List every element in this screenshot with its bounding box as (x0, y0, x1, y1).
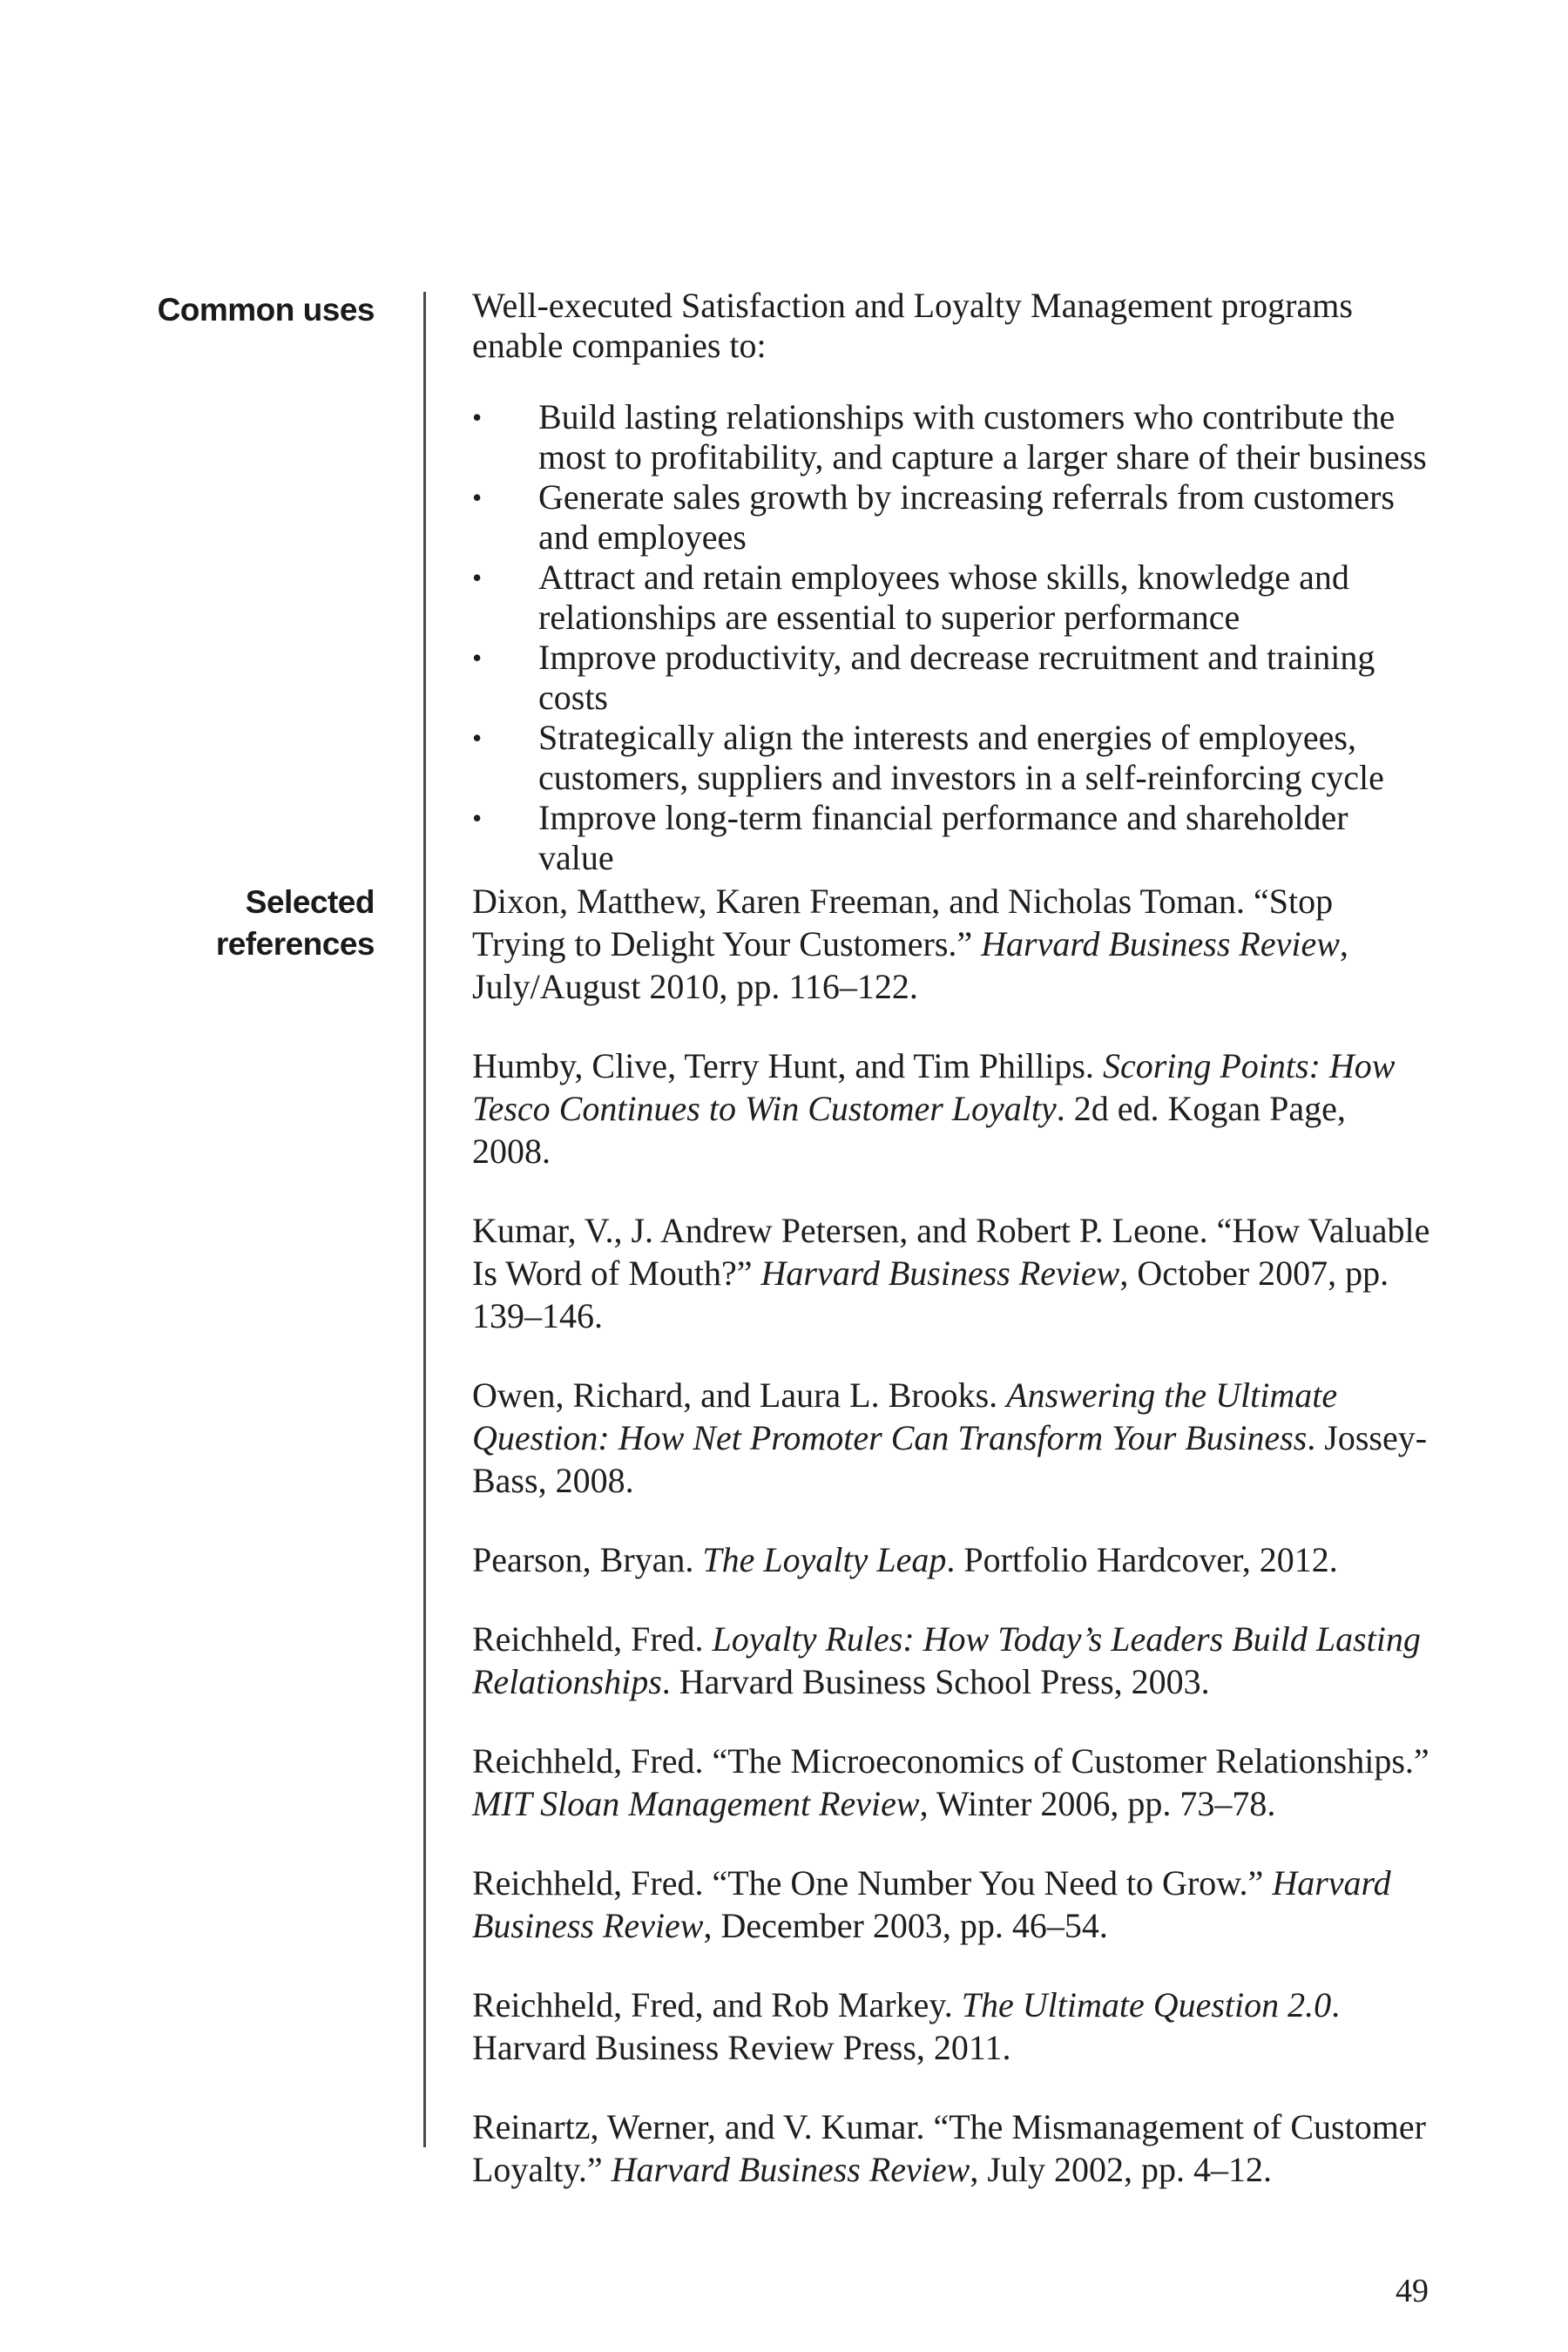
reference-entry (472, 1374, 1430, 1502)
reference-title: Answering the Ultimate Question: How Net Promoter Can Transform Your Business (472, 1375, 1338, 1457)
selected-references-label-line1: Selected (245, 884, 375, 920)
reference-title: The Ultimate Question 2.0 (961, 1985, 1332, 2024)
list-item (472, 558, 1430, 638)
reference-text: , December 2003, pp. 46–54. (703, 1906, 1108, 1945)
reference-entry (472, 1618, 1430, 1703)
bullet-icon: • (472, 802, 483, 834)
reference-entry (472, 1862, 1430, 1947)
list-item-text: Build lasting relationships with customers who contribute the most to profitability, and capture a larger share of their business (538, 397, 1427, 476)
reference-text: , July/August 2010, pp. 116–122. (472, 924, 1348, 1006)
bullet-icon: • (472, 722, 483, 754)
reference-text: . 2d ed. Kogan Page, 2008. (472, 1089, 1346, 1171)
reference-entry (472, 1740, 1430, 1825)
reference-text: , October 2007, pp. 139–146. (472, 1254, 1389, 1335)
reference-text: Reichheld, Fred. (472, 1619, 713, 1659)
common-uses-label: Common uses (157, 292, 375, 328)
list-item (472, 718, 1430, 798)
reference-text: Reichheld, Fred. “The One Number You Need to Grow.” (472, 1863, 1273, 1903)
list-item-text: Strategically align the interests and energies of employees, customers, suppliers and investors in a self-reinforcing cycle (538, 718, 1384, 797)
reference-text: Dixon, Matthew, Karen Freeman, and Nicholas Toman. “Stop Trying to Delight Your Customers.” (472, 882, 1334, 963)
reference-text: . Harvard Business Review Press, 2011. (472, 1985, 1341, 2067)
common-uses-section (472, 286, 1430, 878)
page-number: 49 (1396, 2273, 1429, 2309)
reference-title: MIT Sloan Management Review (472, 1784, 920, 1823)
reference-title: Harvard Business Review (981, 924, 1340, 963)
reference-text: , July 2002, pp. 4–12. (970, 2150, 1273, 2189)
reference-text: Reichheld, Fred, and Rob Markey. (472, 1985, 962, 2024)
reference-entry (472, 1044, 1430, 1173)
reference-title: Harvard Business Review (472, 1863, 1391, 1945)
common-uses-intro: Well-executed Satisfaction and Loyalty Management programs enable companies to: (472, 286, 1353, 365)
references-section (472, 880, 1430, 2227)
selected-references-label (216, 882, 375, 965)
reference-text: . Harvard Business School Press, 2003. (661, 1662, 1210, 1701)
reference-text: Owen, Richard, and Laura L. Brooks. (472, 1375, 1007, 1415)
reference-title: Harvard Business Review (760, 1254, 1120, 1293)
reference-title: Scoring Points: How Tesco Continues to Win Customer Loyalty (472, 1046, 1396, 1128)
reference-title: Harvard Business Review (611, 2150, 970, 2189)
reference-entry (472, 2105, 1430, 2191)
list-item (472, 397, 1430, 477)
reference-title: Loyalty Rules: How Today’s Leaders Build Lasting Relationships (472, 1619, 1421, 1701)
reference-entry (472, 880, 1430, 1008)
list-item-text: Attract and retain employees whose skills, knowledge and relationships are essential to superior performance (538, 558, 1349, 637)
list-item (472, 638, 1430, 718)
list-item (472, 477, 1430, 558)
reference-text: Reichheld, Fred. “The Microeconomics of Customer Relationships.” (472, 1741, 1429, 1781)
reference-text: , Winter 2006, pp. 73–78. (919, 1784, 1276, 1823)
reference-text: . Portfolio Hardcover, 2012. (946, 1540, 1338, 1579)
reference-entry (472, 1538, 1430, 1581)
bullet-icon: • (472, 642, 483, 673)
reference-entry (472, 1209, 1430, 1337)
selected-references-label-line2: references (215, 926, 375, 962)
reference-text: Pearson, Bryan. (472, 1540, 703, 1579)
reference-text: Reinartz, Werner, and V. Kumar. “The Mismanagement of Customer Loyalty.” (472, 2107, 1426, 2189)
bullet-icon: • (472, 402, 483, 433)
reference-text: Kumar, V., J. Andrew Petersen, and Robert P. Leone. “How Valuable Is Word of Mouth?” (472, 1211, 1430, 1293)
vertical-divider (423, 292, 426, 2147)
reference-text: . Jossey-Bass, 2008. (472, 1418, 1428, 1500)
list-item-text: Improve productivity, and decrease recruitment and training costs (538, 638, 1375, 717)
common-uses-list (472, 397, 1430, 878)
reference-text: Humby, Clive, Terry Hunt, and Tim Phillips. (472, 1046, 1103, 1085)
reference-title: The Loyalty Leap (702, 1540, 947, 1579)
list-item-text: Improve long-term financial performance and shareholder value (538, 798, 1348, 877)
list-item-text: Generate sales growth by increasing referrals from customers and employees (538, 477, 1395, 557)
reference-entry (472, 1984, 1430, 2069)
list-item (472, 798, 1430, 878)
bullet-icon: • (472, 482, 483, 513)
bullet-icon: • (472, 562, 483, 593)
